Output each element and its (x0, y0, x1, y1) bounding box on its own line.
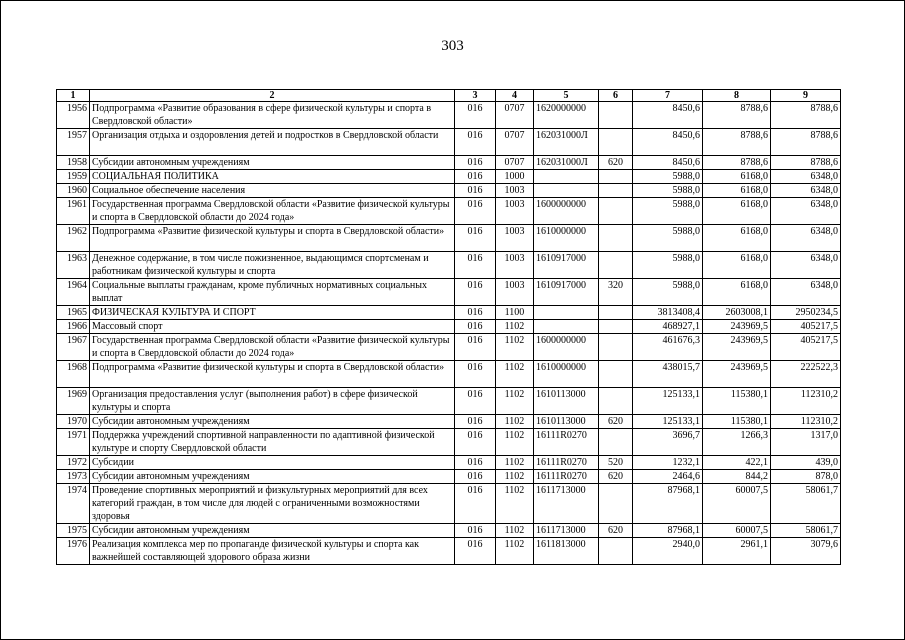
row-name: СОЦИАЛЬНАЯ ПОЛИТИКА (90, 170, 455, 184)
row-number: 1963 (57, 252, 90, 279)
row-name: Организация отдыха и оздоровления детей и подростков в Свердловской области (90, 129, 455, 156)
expense-type-code (599, 198, 633, 225)
row-number: 1974 (57, 484, 90, 524)
target-article-code (534, 306, 599, 320)
expense-type-code: 320 (599, 279, 633, 306)
ministry-code: 016 (455, 156, 496, 170)
ministry-code: 016 (455, 334, 496, 361)
amount-year-1: 5988,0 (633, 170, 703, 184)
expense-type-code (599, 170, 633, 184)
section-code: 1003 (496, 198, 534, 225)
amount-year-3: 6348,0 (771, 198, 841, 225)
table-row (57, 484, 841, 524)
row-number: 1975 (57, 524, 90, 538)
section-code: 1003 (496, 279, 534, 306)
target-article-code (534, 170, 599, 184)
ministry-code: 016 (455, 456, 496, 470)
amount-year-2: 6168,0 (703, 279, 771, 306)
target-article-code: 1610113000 (534, 388, 599, 415)
table-row (57, 102, 841, 129)
amount-year-2: 6168,0 (703, 170, 771, 184)
target-article-code: 16111R0270 (534, 470, 599, 484)
row-number: 1958 (57, 156, 90, 170)
table-row (57, 129, 841, 156)
expense-type-code: 620 (599, 156, 633, 170)
ministry-code: 016 (455, 415, 496, 429)
amount-year-3: 405217,5 (771, 334, 841, 361)
ministry-code: 016 (455, 484, 496, 524)
row-name: Социальное обеспечение населения (90, 184, 455, 198)
row-name: Субсидии автономным учреждениям (90, 415, 455, 429)
expense-type-code: 620 (599, 524, 633, 538)
table-row (57, 388, 841, 415)
amount-year-2: 243969,5 (703, 334, 771, 361)
amount-year-3: 6348,0 (771, 184, 841, 198)
expense-type-code (599, 334, 633, 361)
row-number: 1959 (57, 170, 90, 184)
amount-year-2: 2961,1 (703, 538, 771, 565)
section-code: 0707 (496, 129, 534, 156)
section-code: 1003 (496, 184, 534, 198)
expense-type-code (599, 538, 633, 565)
amount-year-1: 125133,1 (633, 388, 703, 415)
amount-year-3: 58061,7 (771, 524, 841, 538)
table-row (57, 538, 841, 565)
row-name: Проведение спортивных мероприятий и физкультурных мероприятий для всех категорий граждан, в том числе для людей с ограниченными возможностями здоровья (90, 484, 455, 524)
amount-year-1: 5988,0 (633, 184, 703, 198)
amount-year-2: 243969,5 (703, 361, 771, 388)
amount-year-3: 405217,5 (771, 320, 841, 334)
amount-year-3: 8788,6 (771, 156, 841, 170)
column-header: 7 (633, 90, 703, 102)
amount-year-1: 2464,6 (633, 470, 703, 484)
table-row (57, 470, 841, 484)
amount-year-2: 6168,0 (703, 225, 771, 252)
target-article-code: 1610113000 (534, 415, 599, 429)
table-row (57, 415, 841, 429)
amount-year-3: 3079,6 (771, 538, 841, 565)
ministry-code: 016 (455, 306, 496, 320)
target-article-code: 1611713000 (534, 524, 599, 538)
target-article-code: 1610000000 (534, 361, 599, 388)
table-row (57, 156, 841, 170)
expense-type-code (599, 306, 633, 320)
row-name: Подпрограмма «Развитие физической культуры и спорта в Свердловской области» (90, 225, 455, 252)
amount-year-2: 8788,6 (703, 129, 771, 156)
amount-year-1: 5988,0 (633, 198, 703, 225)
amount-year-3: 6348,0 (771, 170, 841, 184)
row-number: 1973 (57, 470, 90, 484)
row-name: Государственная программа Свердловской области «Развитие физической культуры и спорта в Свердловской области до 2024 года» (90, 334, 455, 361)
expense-type-code (599, 361, 633, 388)
amount-year-3: 6348,0 (771, 252, 841, 279)
amount-year-2: 60007,5 (703, 524, 771, 538)
section-code: 1102 (496, 538, 534, 565)
row-name: Подпрограмма «Развитие образования в сфере физической культуры и спорта в Свердловской области» (90, 102, 455, 129)
table-row (57, 334, 841, 361)
ministry-code: 016 (455, 170, 496, 184)
expense-type-code (599, 129, 633, 156)
ministry-code: 016 (455, 470, 496, 484)
table-row (57, 320, 841, 334)
expense-type-code: 620 (599, 470, 633, 484)
amount-year-3: 222522,3 (771, 361, 841, 388)
table-row (57, 456, 841, 470)
section-code: 1000 (496, 170, 534, 184)
section-code: 1102 (496, 470, 534, 484)
amount-year-3: 878,0 (771, 470, 841, 484)
target-article-code (534, 184, 599, 198)
ministry-code: 016 (455, 225, 496, 252)
target-article-code: 1620000000 (534, 102, 599, 129)
target-article-code: 162031000Л (534, 129, 599, 156)
column-header: 8 (703, 90, 771, 102)
row-name: Денежное содержание, в том числе пожизненное, выдающимся спортсменам и работникам физической культуры и спорта (90, 252, 455, 279)
amount-year-2: 2603008,1 (703, 306, 771, 320)
row-number: 1965 (57, 306, 90, 320)
amount-year-2: 844,2 (703, 470, 771, 484)
amount-year-3: 1317,0 (771, 429, 841, 456)
amount-year-1: 87968,1 (633, 524, 703, 538)
table-row (57, 361, 841, 388)
amount-year-1: 3813408,4 (633, 306, 703, 320)
amount-year-1: 468927,1 (633, 320, 703, 334)
target-article-code: 1611813000 (534, 538, 599, 565)
table-row (57, 170, 841, 184)
amount-year-2: 6168,0 (703, 252, 771, 279)
table-row (57, 429, 841, 456)
amount-year-1: 5988,0 (633, 252, 703, 279)
expense-type-code (599, 225, 633, 252)
row-number: 1971 (57, 429, 90, 456)
row-name: Государственная программа Свердловской области «Развитие физической культуры и спорта в Свердловской области до 2024 года» (90, 198, 455, 225)
row-number: 1960 (57, 184, 90, 198)
amount-year-3: 112310,2 (771, 388, 841, 415)
amount-year-2: 115380,1 (703, 415, 771, 429)
amount-year-1: 2940,0 (633, 538, 703, 565)
section-code: 1102 (496, 524, 534, 538)
section-code: 1100 (496, 306, 534, 320)
row-number: 1956 (57, 102, 90, 129)
amount-year-3: 2950234,5 (771, 306, 841, 320)
ministry-code: 016 (455, 538, 496, 565)
target-article-code: 1610917000 (534, 252, 599, 279)
target-article-code: 16111R0270 (534, 429, 599, 456)
table-row (57, 306, 841, 320)
amount-year-1: 461676,3 (633, 334, 703, 361)
amount-year-1: 8450,6 (633, 129, 703, 156)
table-header-row (57, 90, 841, 102)
amount-year-1: 8450,6 (633, 156, 703, 170)
amount-year-3: 6348,0 (771, 279, 841, 306)
table-row (57, 198, 841, 225)
amount-year-2: 422,1 (703, 456, 771, 470)
expense-type-code: 520 (599, 456, 633, 470)
row-name: Реализация комплекса мер по пропаганде физической культуры и спорта как важнейшей составляющей здорового образа жизни (90, 538, 455, 565)
section-code: 1102 (496, 320, 534, 334)
amount-year-2: 8788,6 (703, 102, 771, 129)
ministry-code: 016 (455, 429, 496, 456)
expense-type-code (599, 252, 633, 279)
column-header: 1 (57, 90, 90, 102)
column-header: 3 (455, 90, 496, 102)
ministry-code: 016 (455, 361, 496, 388)
amount-year-1: 87968,1 (633, 484, 703, 524)
row-number: 1962 (57, 225, 90, 252)
target-article-code: 1610000000 (534, 225, 599, 252)
row-name: Субсидии автономным учреждениям (90, 470, 455, 484)
row-name: ФИЗИЧЕСКАЯ КУЛЬТУРА И СПОРТ (90, 306, 455, 320)
row-number: 1961 (57, 198, 90, 225)
expense-type-code (599, 388, 633, 415)
amount-year-2: 6168,0 (703, 184, 771, 198)
row-name: Субсидии автономным учреждениям (90, 156, 455, 170)
target-article-code: 1610917000 (534, 279, 599, 306)
ministry-code: 016 (455, 252, 496, 279)
row-number: 1968 (57, 361, 90, 388)
target-article-code: 1600000000 (534, 198, 599, 225)
section-code: 1102 (496, 429, 534, 456)
section-code: 1003 (496, 252, 534, 279)
amount-year-1: 5988,0 (633, 279, 703, 306)
expense-type-code (599, 184, 633, 198)
column-header: 9 (771, 90, 841, 102)
row-number: 1972 (57, 456, 90, 470)
row-number: 1969 (57, 388, 90, 415)
table-row (57, 279, 841, 306)
ministry-code: 016 (455, 524, 496, 538)
amount-year-2: 115380,1 (703, 388, 771, 415)
ministry-code: 016 (455, 198, 496, 225)
amount-year-3: 58061,7 (771, 484, 841, 524)
section-code: 1102 (496, 415, 534, 429)
target-article-code (534, 320, 599, 334)
row-number: 1967 (57, 334, 90, 361)
amount-year-3: 112310,2 (771, 415, 841, 429)
row-number: 1970 (57, 415, 90, 429)
row-name: Субсидии автономным учреждениям (90, 524, 455, 538)
column-header: 4 (496, 90, 534, 102)
amount-year-2: 6168,0 (703, 198, 771, 225)
amount-year-2: 243969,5 (703, 320, 771, 334)
section-code: 0707 (496, 102, 534, 129)
ministry-code: 016 (455, 279, 496, 306)
row-name: Массовый спорт (90, 320, 455, 334)
amount-year-3: 6348,0 (771, 225, 841, 252)
ministry-code: 016 (455, 388, 496, 415)
ministry-code: 016 (455, 102, 496, 129)
amount-year-1: 8450,6 (633, 102, 703, 129)
row-number: 1976 (57, 538, 90, 565)
ministry-code: 016 (455, 129, 496, 156)
budget-table (56, 89, 841, 565)
section-code: 1102 (496, 456, 534, 470)
amount-year-1: 5988,0 (633, 225, 703, 252)
column-header: 2 (90, 90, 455, 102)
column-header: 6 (599, 90, 633, 102)
expense-type-code: 620 (599, 415, 633, 429)
table-row (57, 184, 841, 198)
amount-year-2: 60007,5 (703, 484, 771, 524)
row-name: Поддержка учреждений спортивной направленности по адаптивной физической культуре и спорту Свердловской области (90, 429, 455, 456)
row-name: Организация предоставления услуг (выполнения работ) в сфере физической культуры и спорта (90, 388, 455, 415)
row-number: 1964 (57, 279, 90, 306)
amount-year-2: 8788,6 (703, 156, 771, 170)
section-code: 0707 (496, 156, 534, 170)
table-row (57, 252, 841, 279)
expense-type-code (599, 320, 633, 334)
section-code: 1102 (496, 484, 534, 524)
expense-type-code (599, 102, 633, 129)
row-name: Субсидии (90, 456, 455, 470)
ministry-code: 016 (455, 184, 496, 198)
amount-year-3: 8788,6 (771, 102, 841, 129)
section-code: 1102 (496, 388, 534, 415)
expense-type-code (599, 484, 633, 524)
ministry-code: 016 (455, 320, 496, 334)
row-number: 1957 (57, 129, 90, 156)
amount-year-1: 3696,7 (633, 429, 703, 456)
section-code: 1102 (496, 361, 534, 388)
target-article-code: 1600000000 (534, 334, 599, 361)
row-number: 1966 (57, 320, 90, 334)
page-number: 303 (441, 38, 464, 54)
amount-year-1: 438015,7 (633, 361, 703, 388)
target-article-code: 1611713000 (534, 484, 599, 524)
target-article-code: 16111R0270 (534, 456, 599, 470)
amount-year-1: 125133,1 (633, 415, 703, 429)
column-header: 5 (534, 90, 599, 102)
target-article-code: 162031000Л (534, 156, 599, 170)
amount-year-1: 1232,1 (633, 456, 703, 470)
amount-year-2: 1266,3 (703, 429, 771, 456)
table-row (57, 225, 841, 252)
section-code: 1003 (496, 225, 534, 252)
amount-year-3: 439,0 (771, 456, 841, 470)
row-name: Социальные выплаты гражданам, кроме публичных нормативных социальных выплат (90, 279, 455, 306)
table-row (57, 524, 841, 538)
amount-year-3: 8788,6 (771, 129, 841, 156)
row-name: Подпрограмма «Развитие физической культуры и спорта в Свердловской области» (90, 361, 455, 388)
expense-type-code (599, 429, 633, 456)
section-code: 1102 (496, 334, 534, 361)
